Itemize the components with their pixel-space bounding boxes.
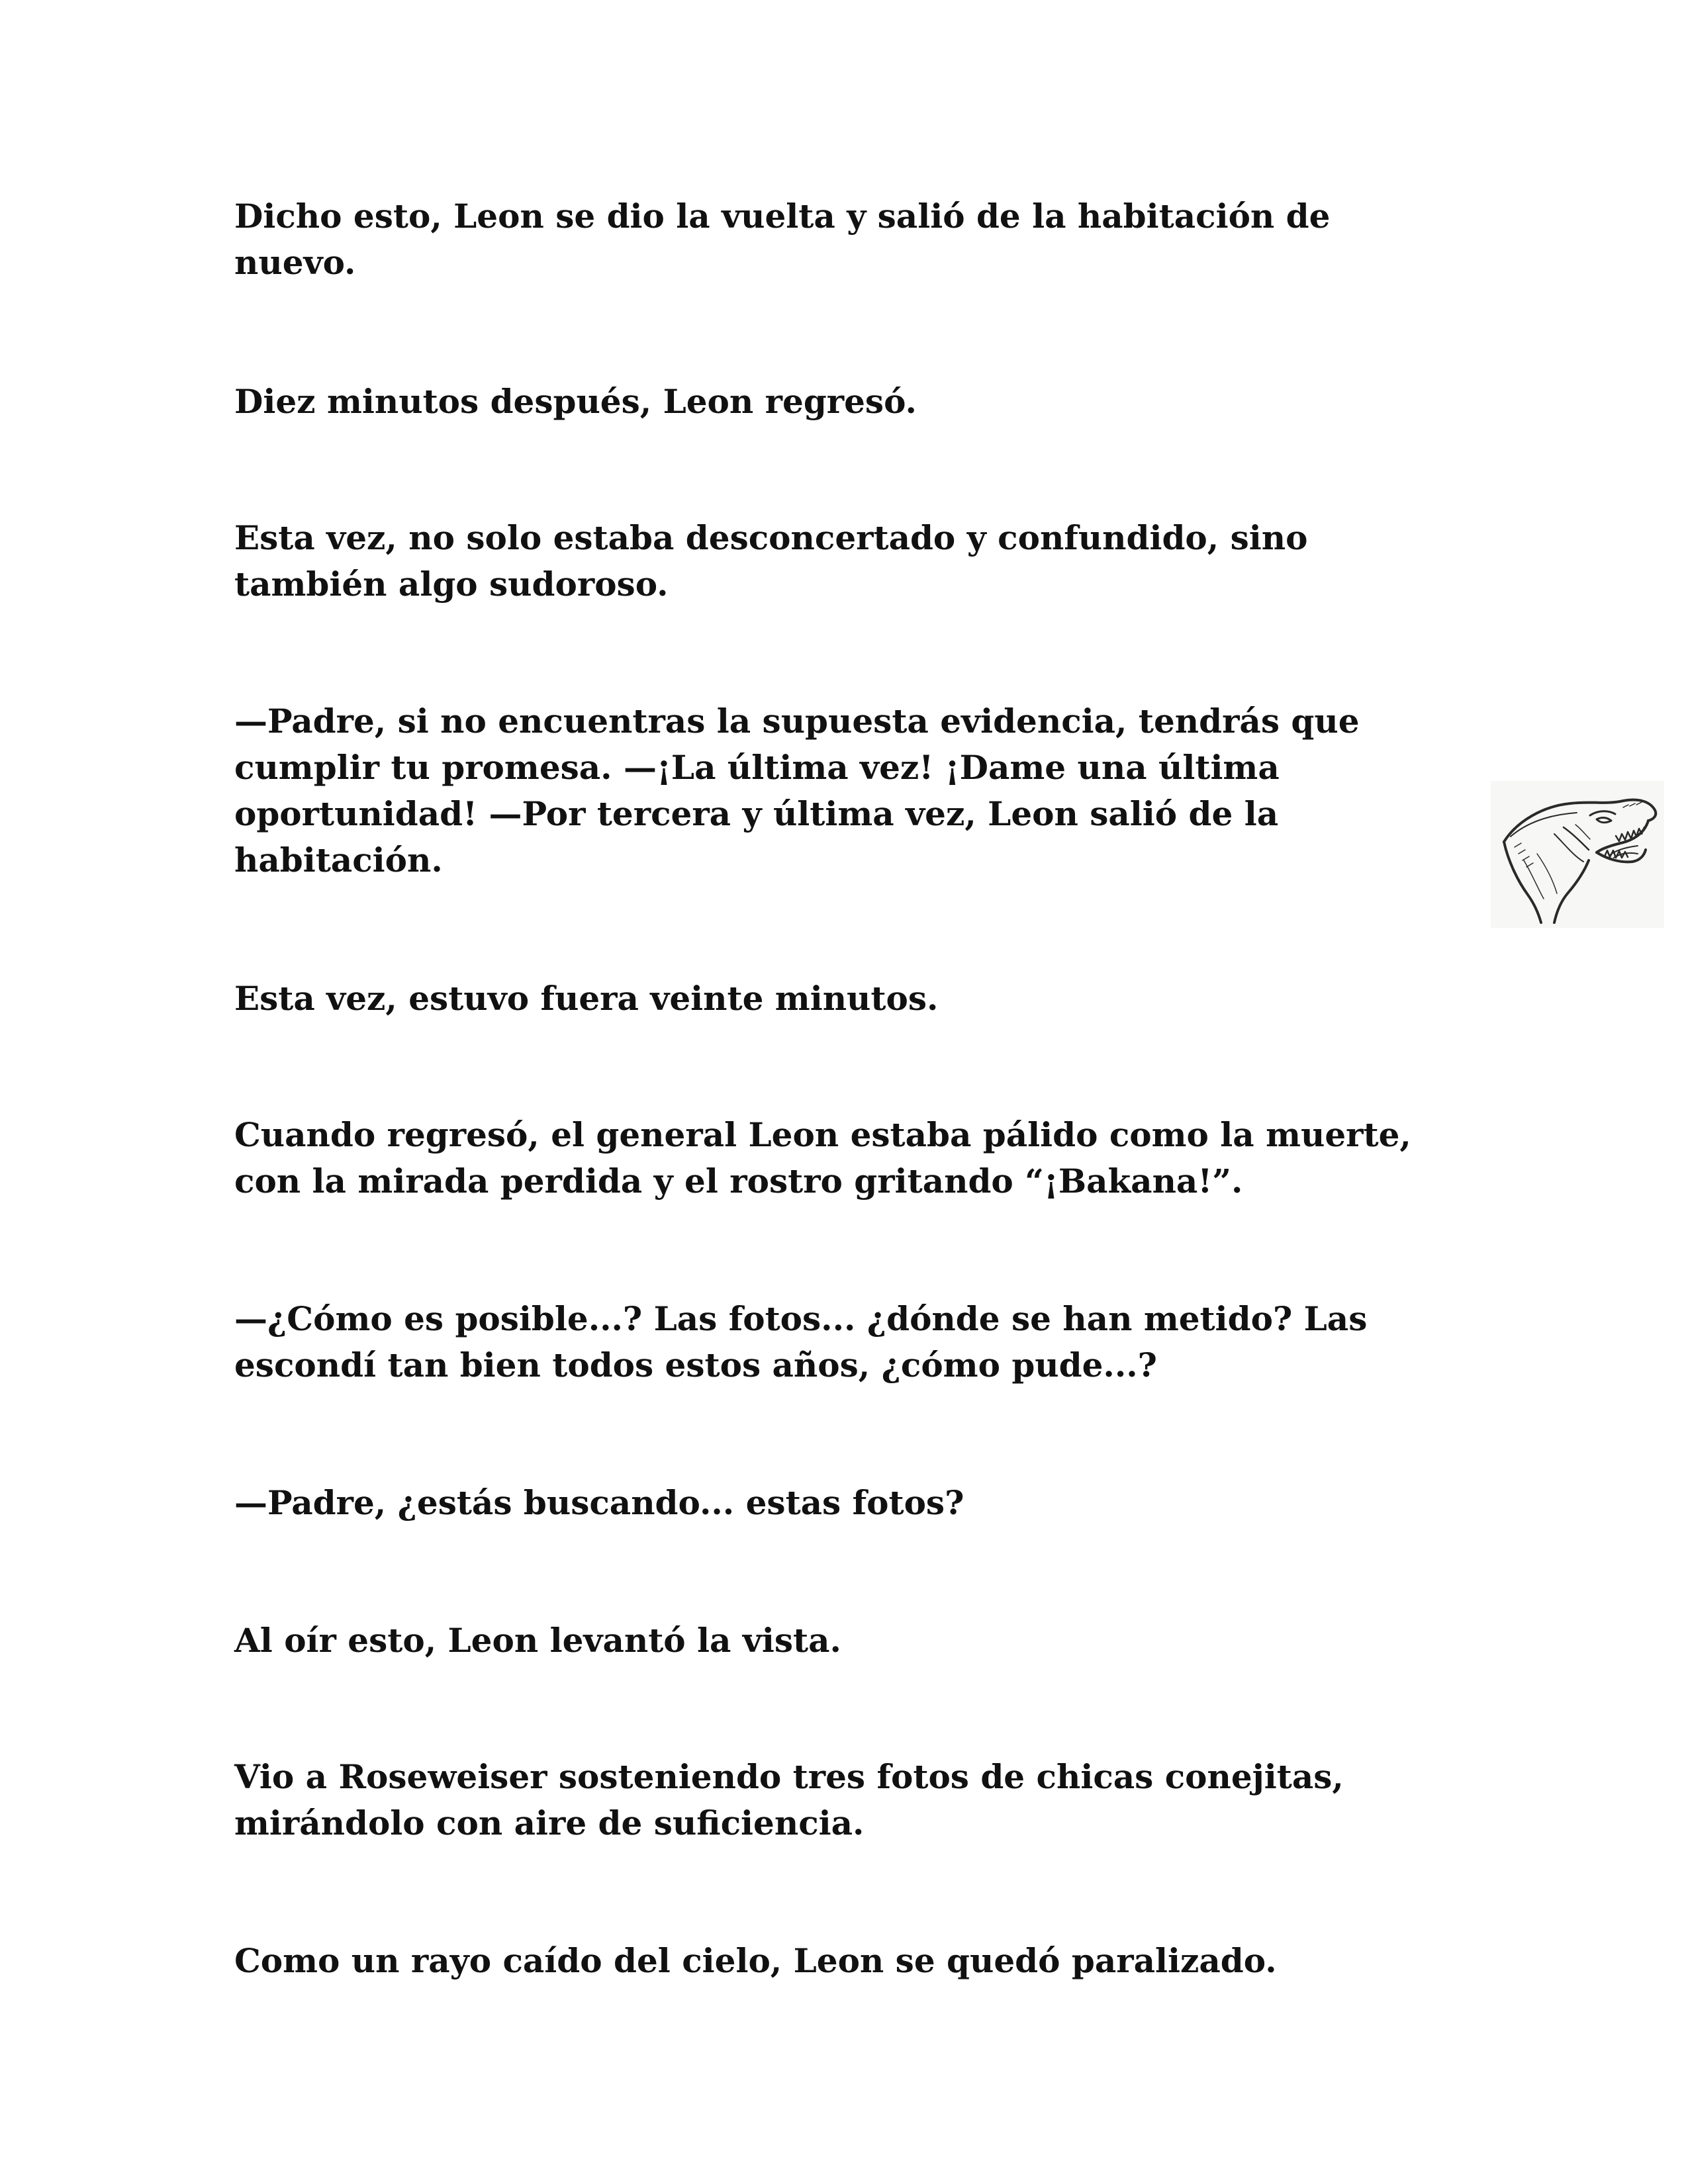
dinosaur-head-sketch-icon	[1491, 781, 1664, 928]
paragraph-3: Esta vez, no solo estaba desconcertado y confundido, sino también algo sudoroso.	[234, 518, 1308, 604]
paragraph-7: —¿Cómo es posible...? Las fotos... ¿dónde se han metido? Las escondí tan bien todos estos años, ¿cómo pude...?	[234, 1299, 1368, 1385]
paragraph-9: Al oír esto, Leon levantó la vista.	[234, 1621, 841, 1660]
paragraph-1: Dicho esto, Leon se dio la vuelta y salió de la habitación de nuevo.	[234, 197, 1331, 282]
paragraph-11: Como un rayo caído del cielo, Leon se quedó paralizado.	[234, 1941, 1277, 1980]
paragraph-10: Vio a Roseweiser sosteniendo tres fotos de chicas conejitas, mirándolo con aire de suficiencia.	[234, 1757, 1344, 1843]
paragraph-2: Diez minutos después, Leon regresó.	[234, 382, 917, 421]
paragraph-4: —Padre, si no encuentras la supuesta evidencia, tendrás que cumplir tu promesa. —¡La última vez! ¡Dame una última oportunidad! —Por tercera y última vez, Leon salió de la habitación.	[234, 702, 1360, 880]
paragraph-5: Esta vez, estuvo fuera veinte minutos.	[234, 979, 939, 1018]
paragraph-6: Cuando regresó, el general Leon estaba pálido como la muerte, con la mirada perdida y el rostro gritando “¡Bakana!”.	[234, 1115, 1411, 1201]
paragraph-8: —Padre, ¿estás buscando... estas fotos?	[234, 1483, 964, 1522]
